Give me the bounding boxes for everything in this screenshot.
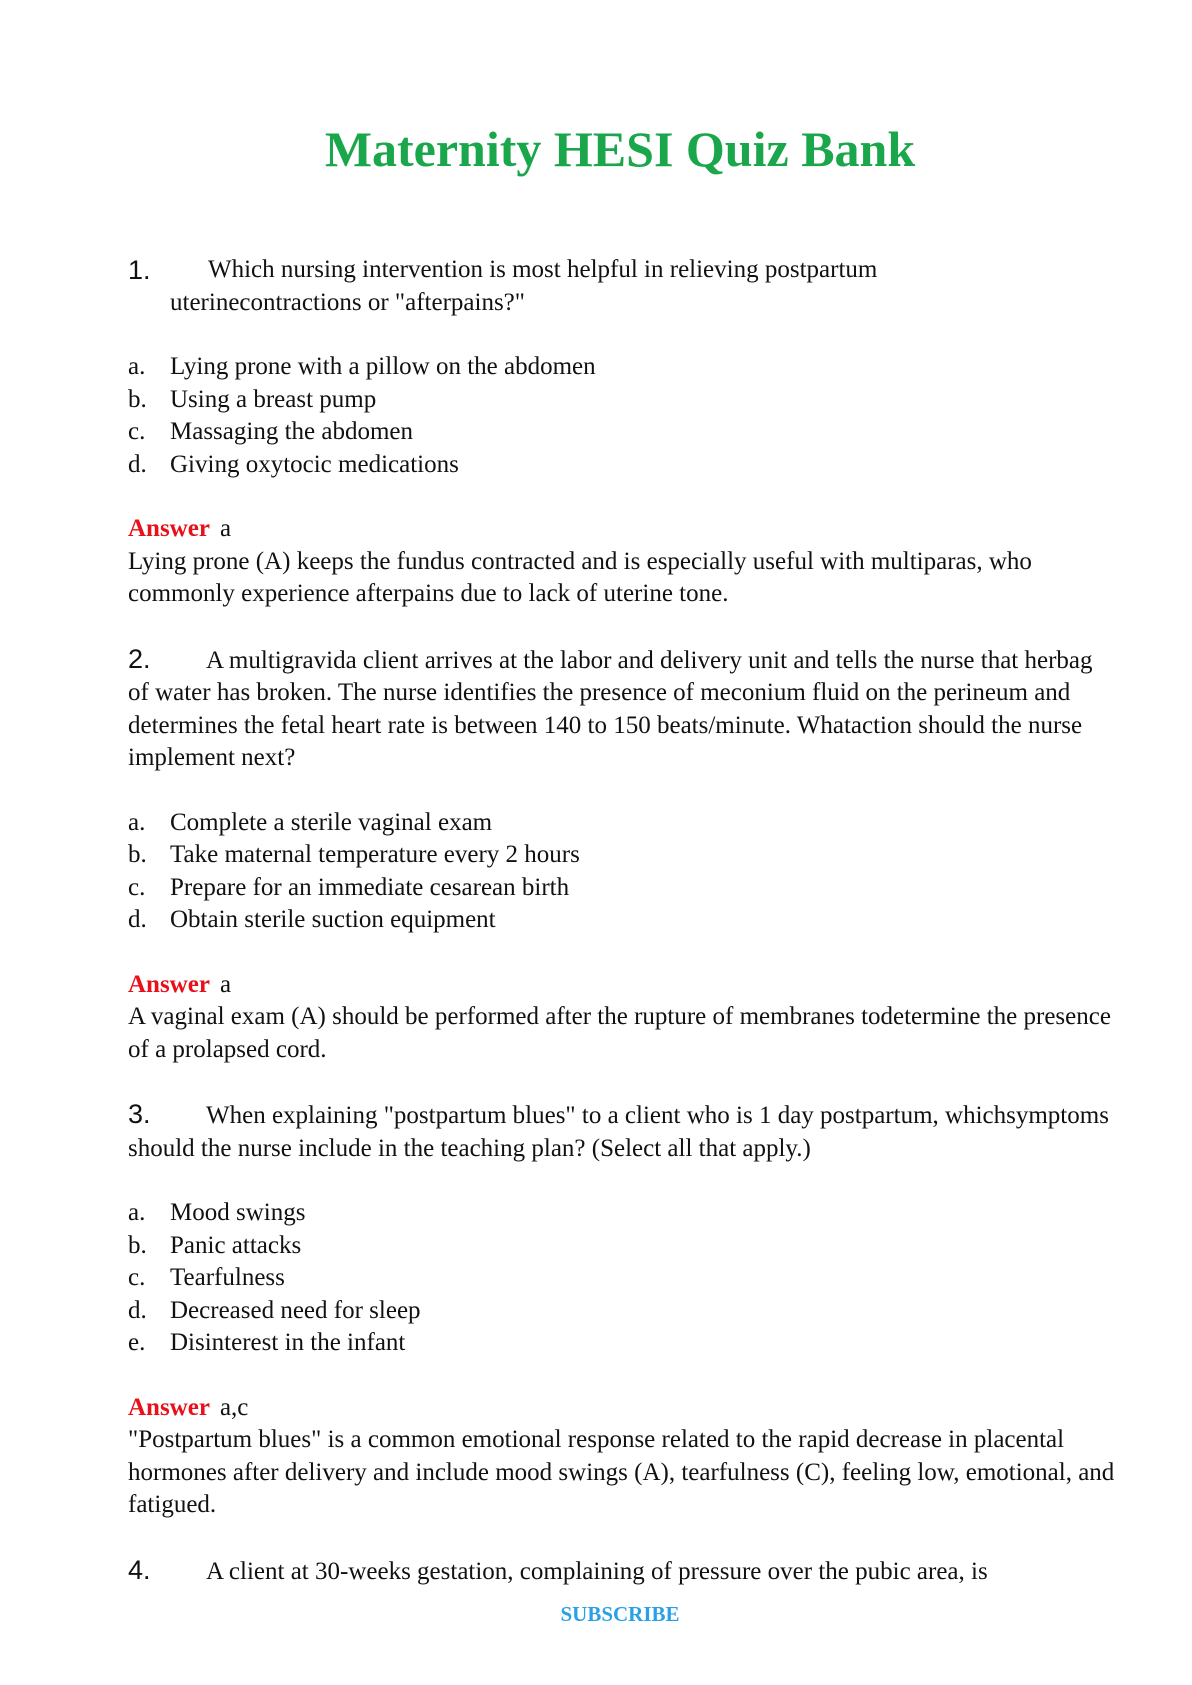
option-d	[128, 904, 1118, 937]
option-letter: a.	[128, 353, 146, 380]
option-text: Massaging the abdomen	[170, 418, 414, 445]
question-number: 1.	[128, 255, 151, 285]
question-stem	[128, 1098, 1118, 1165]
answer-rationale: Lying prone (A) keeps the fundus contracted and is especially useful with multiparas, who commonly experience afterpains due to lack of uterine tone.	[128, 547, 1032, 607]
question-text: A client at 30-weeks gestation, complaining of pressure over the pubic area, is	[206, 1557, 988, 1585]
question-number: 2.	[128, 643, 151, 674]
option-letter: d.	[128, 1296, 147, 1324]
option-text: Decreased need for sleep	[170, 1296, 421, 1324]
option-letter: d.	[128, 450, 147, 478]
answer-rationale: "Postpartum blues" is a common emotional response related to the rapid decrease in placental hormones after delivery and include mood swings (A), tearfulness (C), feeling low, emotional, and fatigued.	[128, 1426, 1115, 1518]
option-text: Take maternal temperature every 2 hours	[170, 841, 580, 868]
option-letter: b.	[128, 841, 147, 868]
option-text: Disinterest in the infant	[170, 1329, 406, 1356]
answer-value: a,c	[219, 1393, 249, 1421]
answer-row	[128, 513, 1118, 546]
option-e	[128, 1327, 1118, 1360]
question-number: 4.	[128, 1554, 151, 1585]
subscribe-link[interactable]: SUBSCRIBE	[560, 1602, 680, 1626]
option-text: Giving oxytocic medications	[170, 450, 459, 478]
option-letter: c.	[128, 873, 146, 901]
options-list	[128, 351, 1118, 481]
option-letter: c.	[128, 1264, 146, 1291]
option-text: Mood swings	[170, 1199, 306, 1226]
option-c	[128, 1262, 1118, 1295]
option-a	[128, 1197, 1118, 1230]
option-letter: b.	[128, 385, 147, 413]
option-letter: b.	[128, 1231, 147, 1259]
option-text: Prepare for an immediate cesarean birth	[170, 873, 570, 901]
option-c	[128, 872, 1118, 905]
question-stem	[128, 643, 1118, 775]
option-b	[128, 1230, 1118, 1263]
option-letter: a.	[128, 1199, 146, 1226]
answer-row	[128, 1392, 1118, 1425]
answer-label: Answer	[128, 1393, 210, 1421]
option-text: Tearfulness	[170, 1264, 285, 1291]
option-a	[128, 807, 1118, 840]
question-text: When explaining "postpartum blues" to a client who is 1 day postpartum, whichsymptoms should the nurse include in the teaching plan? (Select all that apply.)	[128, 1102, 1109, 1162]
option-text: Obtain sterile suction equipment	[170, 906, 496, 933]
question-3	[128, 1098, 1118, 1522]
answer-label: Answer	[128, 515, 210, 542]
answer-rationale: A vaginal exam (A) should be performed after the rupture of membranes todetermine the presence of a prolapsed cord.	[128, 1003, 1111, 1063]
page-title: Maternity HESI Quiz Bank	[324, 121, 916, 177]
question-1	[128, 254, 1118, 611]
option-d	[128, 1295, 1118, 1328]
question-text-continued: uterinecontractions or "afterpains?"	[170, 288, 525, 316]
option-letter: e.	[128, 1329, 146, 1356]
quiz-content	[128, 254, 1118, 1588]
answer-label: Answer	[128, 970, 210, 998]
option-text: Using a breast pump	[170, 385, 377, 413]
options-list	[128, 807, 1118, 937]
question-text: Which nursing intervention is most helpful in relieving postpartum	[208, 256, 878, 283]
option-a	[128, 351, 1118, 384]
question-4	[128, 1554, 1118, 1589]
option-letter: a.	[128, 808, 146, 836]
option-b	[128, 384, 1118, 417]
option-c	[128, 416, 1118, 449]
question-stem	[128, 1554, 1118, 1589]
options-list	[128, 1197, 1118, 1360]
option-text: Panic attacks	[170, 1231, 302, 1259]
option-text: Complete a sterile vaginal exam	[170, 808, 493, 836]
question-text: A multigravida client arrives at the labor and delivery unit and tells the nurse that herbag of water has broken. The nurse identifies the presence of meconium fluid on the perineum and determines the fetal heart rate is between 140 to 150 beats/minute. Whataction should the nurse implement next?	[128, 646, 1093, 771]
question-2	[128, 643, 1118, 1067]
option-text: Lying prone with a pillow on the abdomen	[170, 353, 596, 380]
option-letter: d.	[128, 906, 147, 933]
option-letter: c.	[128, 418, 146, 445]
option-b	[128, 839, 1118, 872]
question-number: 3.	[128, 1099, 151, 1129]
answer-row	[128, 969, 1118, 1002]
answer-value: a	[219, 515, 232, 542]
option-d	[128, 449, 1118, 482]
answer-value: a	[219, 970, 232, 998]
